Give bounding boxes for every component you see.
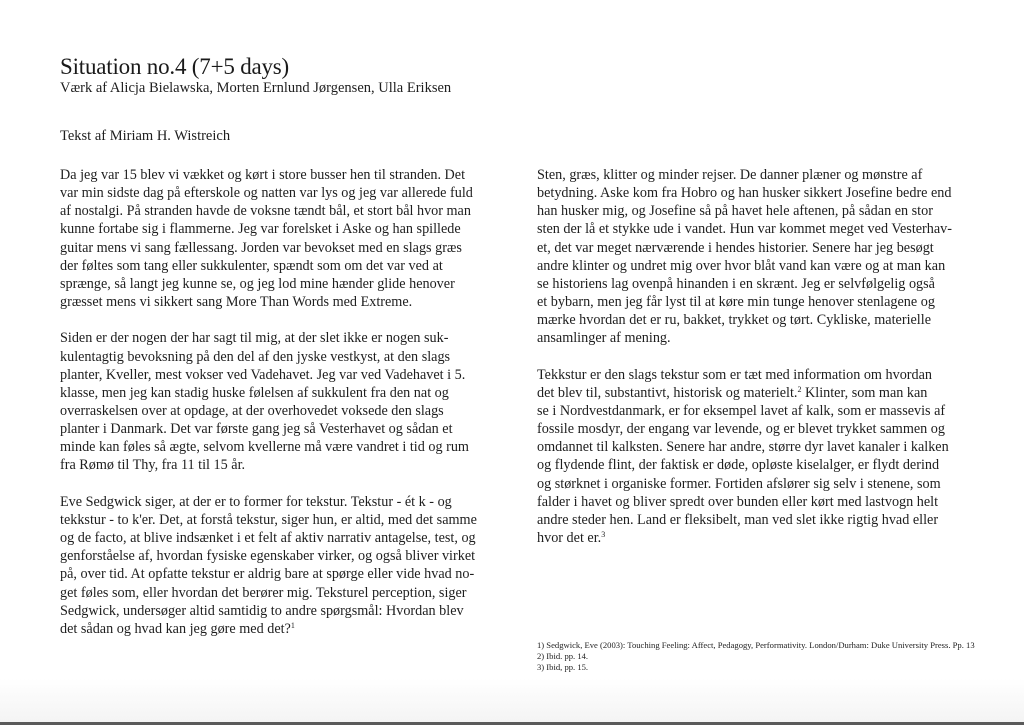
right-text-column — [537, 166, 977, 565]
paragraph-text: Da jeg var 15 blev vi vækket og kørt i store busser hen til stranden. Det var min sidste dag på efterskole og natten var lys og jeg var allerede fuld af nostalgi. På stranden havde de voksne tændt bål, et stort bål hvor man kunne fortabe sig i flammerne. Jeg var forelsket i Aske og han spillede guitar mens vi sang fællessang. Jorden var bevokset med en slags græs der føltes som tang eller sukkulenter, spændt som om det var ved at sprænge, så langt jeg kunne se, og jeg lod mine hænder glide henover græsset mens vi sikkert sang More Than Words med Extreme. — [60, 167, 473, 311]
footnote-ref: 3 — [601, 530, 606, 540]
paragraph-text: Sten, græs, klitter og minder rejser. De danner plæner og mønstre af betydning. Aske kom fra Hobro og han husker sikkert Josefine bedre end han husker mig, og Josefine så på havet hele aftenen, på sådan en stor sten der lå et stykke ude i vandet. Hun var kommet meget ved Vesterhav- et, det var meget nærværende i hendes historier. Senere har jeg besøgt andre klinter og undret mig over hvor blåt vand kan være og at man kan se historiens lag ovenpå hinanden i en skrænt. Jeg er selvfølgelig også et bybarn, men jeg får lyst til at køre min tunge henover stenlagene og mærke hvordan det er ru, bakket, trykket og tørt. Cykliske, materielle ansamlinger af mening. — [537, 167, 952, 347]
document-title: Situation no.4 (7+5 days) — [60, 54, 290, 79]
paragraph-text: Klinter, som man kan se i Nordvestdanmark, er for eksempel lavet af kalk, som er massevis af fossile mosdyr, der engang var levende, og er blevet trykket sammen og omdannet til kalksten. Senere har andre, større dyr lavet kanaler i kalken og flydende flint, der faktisk er døde, opløste kiselalger, er flydt derind og størknet i organiske former. Fortiden afslører sig selv i stenene, som falder i havet og bliver spredt over bunden eller kørt med lastvogn helt andre steder hen. Land er fleksibelt, man ved slet ikke rigtig hvad eller hvor det er. — [537, 384, 949, 547]
paragraph — [60, 329, 500, 474]
paragraph-text: Tekkstur er den slags tekstur som er tæt med information om hvordan det blev til, substantivt, historisk og materielt. — [537, 366, 932, 401]
footnote-ref: 2 — [797, 384, 802, 394]
paragraph-text: Eve Sedgwick siger, at der er to former for tekstur. Tekstur - ét k - og tekkstur - to k'er. Det, at forstå tekstur, siger hun, er altid, med det samme og de facto, at blive indsænket i et felt af aktiv narrativ antagelse, test, og genforståelse af, hvordan fysiske egenskaber virker, og også bliver virket på, over tid. At opfatte tekstur er aldrig bare at spørge eller vide hvad no- get føles som, eller hvordan det berører mig. Teksturel perception, siger Sedgwick, undersøger altid samtidig to andre spørgsmål: Hvordan blev det sådan og hvad kan jeg gøre med det? — [60, 493, 477, 637]
footnote-ref: 1 — [290, 620, 295, 630]
footnote: 2) Ibid. pp. 14. — [537, 651, 589, 661]
paragraph — [60, 166, 500, 311]
document-subtitle: Værk af Alicja Bielawska, Morten Ernlund Jørgensen, Ulla Eriksen — [60, 80, 452, 96]
footnote: 1) Sedgwick, Eve (2003): Touching Feeling: Affect, Pedagogy, Performativity. London/Durham: Duke University Press. Pp. 13 — [537, 640, 975, 650]
footnotes — [537, 640, 997, 673]
paragraph — [537, 366, 977, 548]
footnote: 3) Ibid, pp. 15. — [537, 662, 589, 672]
paragraph-text: Siden er der nogen der har sagt til mig, at der slet ikke er nogen suk- kulentagtig bevoksning på den del af den jyske vestkyst, at den slags planter, Kveller, mest vokser ved Vadehavet. Jeg var ved Vadehavet i 5. klasse, men jeg kan stadig huske følelsen af sukkulent fra den nat og overraskelsen over at opdage, at der overhovedet voksede den slags planter i Danmark. Det var første gang jeg så Vesterhavet og sådan et minde kan føles så ægte, selvom kvellerne må være vandret i tid og rum fra Rømø til Thy, fra 11 til 15 år. — [60, 330, 469, 474]
left-text-column — [60, 166, 500, 656]
author-line: Tekst af Miriam H. Wistreich — [60, 128, 231, 144]
paragraph — [60, 493, 500, 638]
paragraph — [537, 166, 977, 348]
